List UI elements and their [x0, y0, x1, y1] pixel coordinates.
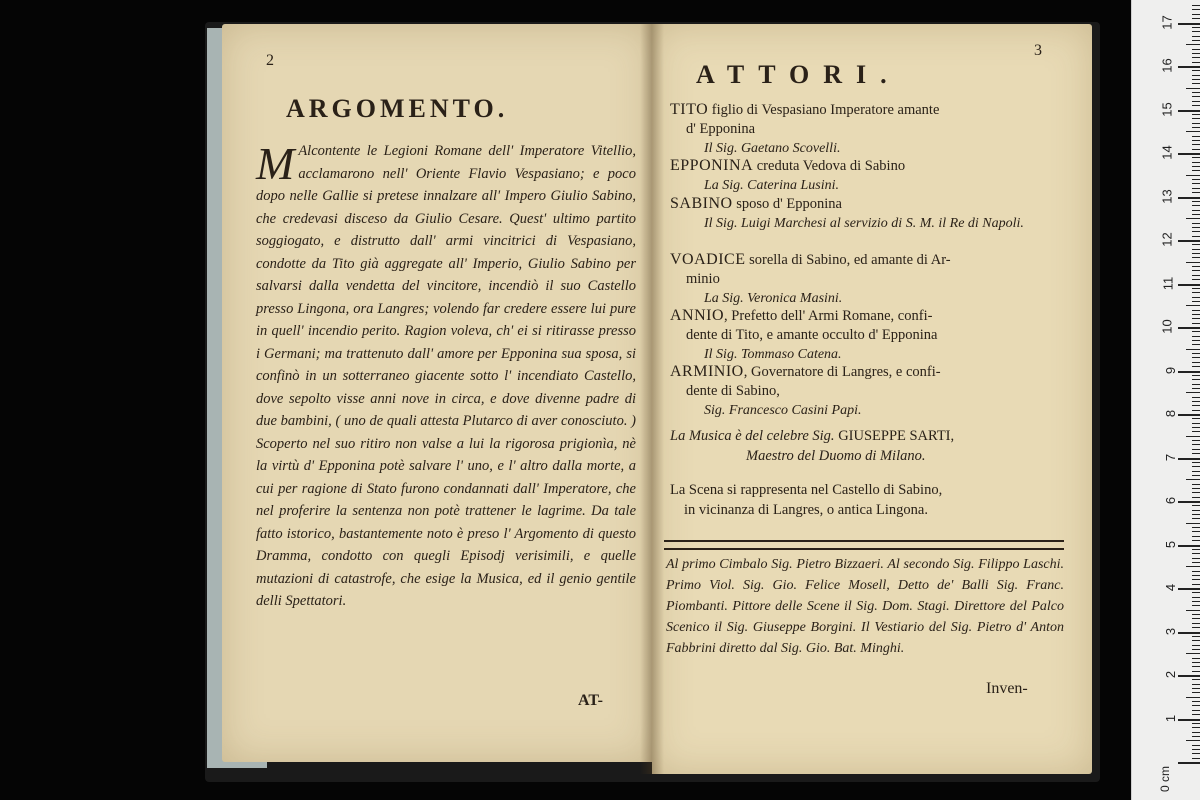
ruler-tick — [1178, 197, 1200, 199]
ruler-tick — [1192, 192, 1200, 193]
ruler-tick — [1192, 601, 1200, 602]
ruler-number: 7 — [1162, 453, 1178, 461]
ruler-tick — [1192, 27, 1200, 28]
actor-description-cont: d' Epponina — [686, 121, 756, 137]
ruler-tick — [1192, 627, 1200, 628]
ruler-tick — [1192, 466, 1200, 467]
ruler-number: 17 — [1159, 14, 1175, 30]
ruler-tick — [1192, 310, 1200, 311]
ruler-tick — [1192, 753, 1200, 754]
ruler-tick — [1192, 223, 1200, 224]
ruler-tick — [1192, 157, 1200, 158]
ruler-tick — [1186, 653, 1200, 654]
ruler-tick — [1192, 732, 1200, 733]
ruler-tick — [1192, 92, 1200, 93]
right-page-number: 3 — [1034, 42, 1042, 59]
ruler-tick — [1192, 57, 1200, 58]
ruler-tick — [1192, 440, 1200, 441]
ruler-tick — [1192, 449, 1200, 450]
ruler-number: 16 — [1159, 58, 1175, 73]
argomento-heading: ARGOMENTO. — [286, 94, 509, 123]
ruler-tick — [1192, 279, 1200, 280]
ruler-tick — [1192, 40, 1200, 41]
ruler-tick — [1192, 527, 1200, 528]
ruler-tick — [1192, 662, 1200, 663]
actor-singer: Il Sig. Gaetano Scovelli. — [704, 141, 841, 156]
ruler-tick — [1178, 23, 1200, 25]
ruler-number: 4 — [1162, 583, 1178, 592]
ruler-tick — [1178, 675, 1200, 677]
actor-voadice — [670, 250, 1062, 308]
ruler-tick — [1192, 397, 1200, 398]
ruler-tick — [1192, 31, 1200, 32]
measuring-ruler — [1131, 0, 1200, 800]
actor-description-cont: minio — [686, 271, 720, 287]
ruler-tick — [1192, 492, 1200, 493]
actor-name: EPPONINA — [670, 157, 754, 174]
ruler-tick — [1192, 488, 1200, 489]
ruler-tick — [1186, 566, 1200, 567]
ruler-tick — [1192, 688, 1200, 689]
ruler-tick — [1192, 618, 1200, 619]
actor-name: VOADICE — [670, 251, 746, 268]
ruler-tick — [1186, 175, 1200, 176]
actor-sabino — [670, 194, 1062, 233]
ruler-tick — [1192, 540, 1200, 541]
ruler-tick — [1178, 153, 1200, 155]
ruler-tick — [1192, 5, 1200, 6]
left-catchword: AT- — [578, 692, 603, 709]
ruler-tick — [1186, 479, 1200, 480]
ruler-tick — [1192, 758, 1200, 759]
ruler-tick — [1192, 536, 1200, 537]
ruler-tick — [1192, 331, 1200, 332]
ruler-tick — [1186, 349, 1200, 350]
actor-description: sorella di Sabino, ed amante di Ar- — [749, 252, 951, 268]
ruler-tick — [1192, 105, 1200, 106]
ruler-tick — [1192, 679, 1200, 680]
ruler-number: 10 — [1159, 319, 1175, 334]
ruler-number: 14 — [1159, 145, 1175, 160]
ruler-tick — [1192, 205, 1200, 206]
ruler-tick — [1192, 505, 1200, 506]
ruler-number: 2 — [1162, 670, 1178, 679]
ruler-tick — [1192, 579, 1200, 580]
actor-description: , Governatore di Langres, e confi- — [743, 364, 941, 380]
ruler-tick — [1192, 684, 1200, 685]
music-note-text: La Musica è del celebre Sig. — [670, 428, 835, 444]
ruler-tick — [1192, 745, 1200, 746]
ruler-tick — [1192, 375, 1200, 376]
ruler-tick — [1178, 458, 1200, 460]
ruler-tick — [1192, 605, 1200, 606]
ruler-number: 5 — [1162, 540, 1178, 548]
ruler-tick — [1192, 136, 1200, 137]
ruler-tick — [1192, 301, 1200, 302]
ruler-tick — [1192, 514, 1200, 515]
ruler-tick — [1178, 588, 1200, 590]
ruler-tick — [1192, 288, 1200, 289]
ruler-tick — [1192, 484, 1200, 485]
ruler-unit-label: 0 cm — [1157, 765, 1172, 793]
ruler-number: 1 — [1162, 714, 1178, 722]
ruler-tick — [1192, 553, 1200, 554]
ruler-tick — [1192, 592, 1200, 593]
ruler-tick — [1192, 575, 1200, 576]
ruler-tick — [1192, 410, 1200, 411]
ruler-tick — [1178, 762, 1200, 764]
actor-description: figlio di Vespasiano Imperatore amante — [711, 102, 940, 118]
actor-name: TITO — [670, 101, 709, 118]
left-page-number: 2 — [266, 52, 274, 69]
ruler-number: 15 — [1159, 101, 1175, 117]
ruler-tick — [1192, 636, 1200, 637]
ruler-tick — [1192, 444, 1200, 445]
ruler-tick — [1192, 427, 1200, 428]
ruler-tick — [1192, 623, 1200, 624]
actor-tito — [670, 100, 1062, 158]
ruler-tick — [1192, 401, 1200, 402]
ruler-tick — [1192, 201, 1200, 202]
ruler-tick — [1192, 162, 1200, 163]
ruler-tick — [1192, 462, 1200, 463]
ruler-tick — [1192, 471, 1200, 472]
ruler-number: 8 — [1162, 409, 1178, 418]
ruler-tick — [1192, 531, 1200, 532]
actor-singer: La Sig. Veronica Masini. — [704, 291, 843, 306]
ruler-tick — [1192, 614, 1200, 615]
actor-singer: La Sig. Caterina Lusini. — [704, 178, 839, 193]
ruler-tick — [1192, 340, 1200, 341]
ruler-tick — [1192, 14, 1200, 15]
attori-heading: ATTORI. — [696, 60, 901, 89]
scene-note — [670, 480, 1070, 520]
ruler-tick — [1192, 405, 1200, 406]
ruler-tick — [1192, 266, 1200, 267]
ruler-tick — [1186, 262, 1200, 263]
ruler-tick — [1192, 727, 1200, 728]
ruler-tick — [1192, 423, 1200, 424]
ruler-tick — [1178, 414, 1200, 416]
ruler-tick — [1192, 79, 1200, 80]
ruler-tick — [1192, 714, 1200, 715]
ruler-tick — [1192, 431, 1200, 432]
ruler-number: 12 — [1159, 232, 1175, 247]
ruler-tick — [1192, 49, 1200, 50]
left-page — [222, 24, 652, 762]
ruler-tick — [1186, 305, 1200, 306]
ruler-number: 6 — [1162, 496, 1178, 505]
ruler-tick — [1192, 597, 1200, 598]
ornamental-divider — [664, 540, 1064, 550]
ruler-tick — [1192, 584, 1200, 585]
ruler-tick — [1192, 236, 1200, 237]
ruler-number: 13 — [1159, 188, 1175, 204]
ruler-tick — [1192, 118, 1200, 119]
ruler-tick — [1178, 66, 1200, 68]
ruler-tick — [1192, 384, 1200, 385]
actor-description: creduta Vedova di Sabino — [756, 158, 906, 174]
ruler-tick — [1192, 179, 1200, 180]
ruler-tick — [1192, 366, 1200, 367]
argomento-body — [256, 140, 636, 660]
ruler-tick — [1186, 740, 1200, 741]
ruler-tick — [1186, 131, 1200, 132]
ruler-tick — [1192, 96, 1200, 97]
ruler-tick — [1192, 518, 1200, 519]
ruler-tick — [1192, 645, 1200, 646]
ruler-tick — [1192, 227, 1200, 228]
ruler-tick — [1192, 83, 1200, 84]
drop-cap: M — [256, 138, 295, 189]
right-page — [652, 24, 1092, 774]
ruler-tick — [1178, 284, 1200, 286]
ruler-tick — [1192, 701, 1200, 702]
ruler-tick — [1186, 218, 1200, 219]
ruler-tick — [1192, 671, 1200, 672]
ruler-tick — [1178, 632, 1200, 634]
ruler-tick — [1192, 127, 1200, 128]
ruler-tick — [1192, 114, 1200, 115]
actor-singer: Il Sig. Tommaso Catena. — [704, 347, 842, 362]
ruler-tick — [1192, 658, 1200, 659]
ruler-tick — [1192, 692, 1200, 693]
actor-singer: Sig. Francesco Casini Papi. — [704, 403, 862, 418]
ruler-tick — [1192, 53, 1200, 54]
ruler-tick — [1192, 214, 1200, 215]
ruler-tick — [1192, 318, 1200, 319]
actor-arminio — [670, 362, 1062, 420]
ruler-tick — [1186, 392, 1200, 393]
ruler-tick — [1192, 270, 1200, 271]
ruler-tick — [1178, 719, 1200, 721]
ruler-tick — [1192, 510, 1200, 511]
ruler-tick — [1178, 501, 1200, 503]
ruler-tick — [1192, 36, 1200, 37]
ruler-tick — [1192, 144, 1200, 145]
composer-name: GIUSEPPE SARTI, — [838, 428, 955, 444]
ruler-tick — [1192, 571, 1200, 572]
ruler-tick — [1192, 453, 1200, 454]
ruler-tick — [1192, 723, 1200, 724]
ruler-tick — [1192, 497, 1200, 498]
ruler-tick — [1192, 9, 1200, 10]
ruler-tick — [1192, 170, 1200, 171]
actor-epponina — [670, 156, 1062, 195]
ruler-tick — [1192, 736, 1200, 737]
ruler-tick — [1192, 149, 1200, 150]
ruler-tick — [1192, 705, 1200, 706]
ruler-tick — [1192, 323, 1200, 324]
ruler-tick — [1192, 362, 1200, 363]
ruler-tick — [1192, 549, 1200, 550]
ruler-tick — [1192, 314, 1200, 315]
ruler-tick — [1178, 110, 1200, 112]
ruler-tick — [1192, 297, 1200, 298]
ruler-tick — [1192, 357, 1200, 358]
actor-name: ANNIO — [670, 307, 725, 324]
music-note — [670, 426, 1070, 466]
ruler-tick — [1192, 710, 1200, 711]
ruler-tick — [1192, 70, 1200, 71]
ruler-tick — [1192, 388, 1200, 389]
ruler-tick — [1186, 610, 1200, 611]
ruler-tick — [1192, 210, 1200, 211]
music-note-line2: Maestro del Duomo di Milano. — [746, 448, 926, 464]
ruler-tick — [1192, 418, 1200, 419]
ruler-tick — [1192, 649, 1200, 650]
ruler-tick — [1178, 240, 1200, 242]
credits-paragraph: Al primo Cimbalo Sig. Pietro Bizzaeri. Al secondo Sig. Filippo Laschi. Primo Viol. Sig. Gio. Felice Mosell, Detto de' Balli Sig. Franc. Piombanti. Pittore delle Scene il Sig. Dom. Stagi. Direttore del Palco Scenico il Sig. Giuseppe Borgini. Il Vestiario del Sig. Pietro d' Anton Fabbrini diretto dal Sig. Gio. Bat. Minghi. — [666, 557, 1064, 656]
ruler-tick — [1192, 562, 1200, 563]
ruler-tick — [1192, 140, 1200, 141]
ruler-tick — [1192, 101, 1200, 102]
actor-annio — [670, 306, 1062, 364]
ruler-tick — [1192, 475, 1200, 476]
ruler-tick — [1178, 545, 1200, 547]
ruler-tick — [1192, 749, 1200, 750]
actor-description-cont: dente di Sabino, — [686, 383, 780, 399]
actor-name: ARMINIO — [670, 363, 744, 380]
ruler-tick — [1178, 371, 1200, 373]
ruler-tick — [1186, 88, 1200, 89]
scene-note-line1: La Scena si rappresenta nel Castello di Sabino, — [670, 482, 943, 498]
argomento-paragraph: Alcontente le Legioni Romane dell' Imperatore Vitellio, acclamarono nell' Oriente Flavio Vespasiano; e poco dopo nelle Gallie si pretese innalzare all' Impero Giulio Sabino, che credevasi disceso da Giulio Cesare. Quest' ultimo partito soggiogato, e distrutto dall' armi vincitrici di Vespasiano, condotte da Tito già aggregate all' Imperio, Giulio Sabino per salvarsi dalla vendetta del vincitore, incendiò il suo Castello presso Lingona, ora Langres; volendo far credere essere lui pure in quell' incendio perito. Ragion voleva, ch' ei si ritirasse presso i Germani; ma trattenuto dall' amore per Epponina sua sposa, si confinò in un sotterraneo giacente sotto l' incendiato Castello, dove sepolto visse anni nove in circa, e dove divenne padre di due bambini, ( uno de quali attesta Plutarco di aver conosciuto. ) Scoperto nel suo ritiro non valse a lui la rigorosa prigionìa, nè la virtù d' Epponina potè salvare l' uno, e l' altro dalla morte, a cui per ragione di Stato furono condannati dall' Imperatore, che nel proferire la sentenza non potè trattener le lagrime. Da tale fatto istorico, bastantemente noto è preso l' Argomento di questo Dramma, condotto con quegli Episodj verisimili, e quelle mutazioni di catastrofe, che esige la Musica, ed il genio gentile delli Spettatori. — [256, 143, 636, 609]
actor-description: , Prefetto dell' Armi Romane, confi- — [724, 308, 933, 324]
ruler-tick — [1192, 249, 1200, 250]
ruler-tick — [1186, 697, 1200, 698]
ruler-tick — [1192, 336, 1200, 337]
ruler-tick — [1192, 62, 1200, 63]
ruler-number: 11 — [1159, 276, 1175, 290]
ruler-tick — [1186, 44, 1200, 45]
ruler-tick — [1186, 436, 1200, 437]
ruler-tick — [1192, 379, 1200, 380]
ruler-tick — [1192, 353, 1200, 354]
ruler-tick — [1192, 275, 1200, 276]
actor-singer: Il Sig. Luigi Marchesi al servizio di S. M. il Re di Napoli. — [704, 216, 1024, 231]
ruler-tick — [1192, 344, 1200, 345]
ruler-tick — [1186, 523, 1200, 524]
ruler-tick — [1192, 231, 1200, 232]
ruler-tick — [1178, 327, 1200, 329]
ruler-tick — [1192, 253, 1200, 254]
actor-description: sposo d' Epponina — [736, 196, 842, 212]
scene-note-line2: in vicinanza di Langres, o antica Lingona. — [684, 502, 928, 518]
ruler-tick — [1192, 640, 1200, 641]
ruler-number: 9 — [1162, 366, 1178, 374]
ruler-tick — [1192, 188, 1200, 189]
actor-name: SABINO — [670, 195, 733, 212]
ruler-tick — [1192, 18, 1200, 19]
ruler-tick — [1192, 292, 1200, 293]
ruler-tick — [1192, 666, 1200, 667]
ruler-tick — [1192, 166, 1200, 167]
ruler-number: 3 — [1162, 627, 1178, 635]
actor-description-cont: dente di Tito, e amante occulto d' Epponina — [686, 327, 938, 343]
ruler-tick — [1192, 183, 1200, 184]
ruler-tick — [1192, 244, 1200, 245]
ruler-tick — [1192, 123, 1200, 124]
ruler-tick — [1192, 75, 1200, 76]
book-gutter — [640, 24, 664, 774]
ruler-tick — [1192, 558, 1200, 559]
ruler-tick — [1192, 257, 1200, 258]
right-catchword: Inven- — [986, 680, 1028, 697]
